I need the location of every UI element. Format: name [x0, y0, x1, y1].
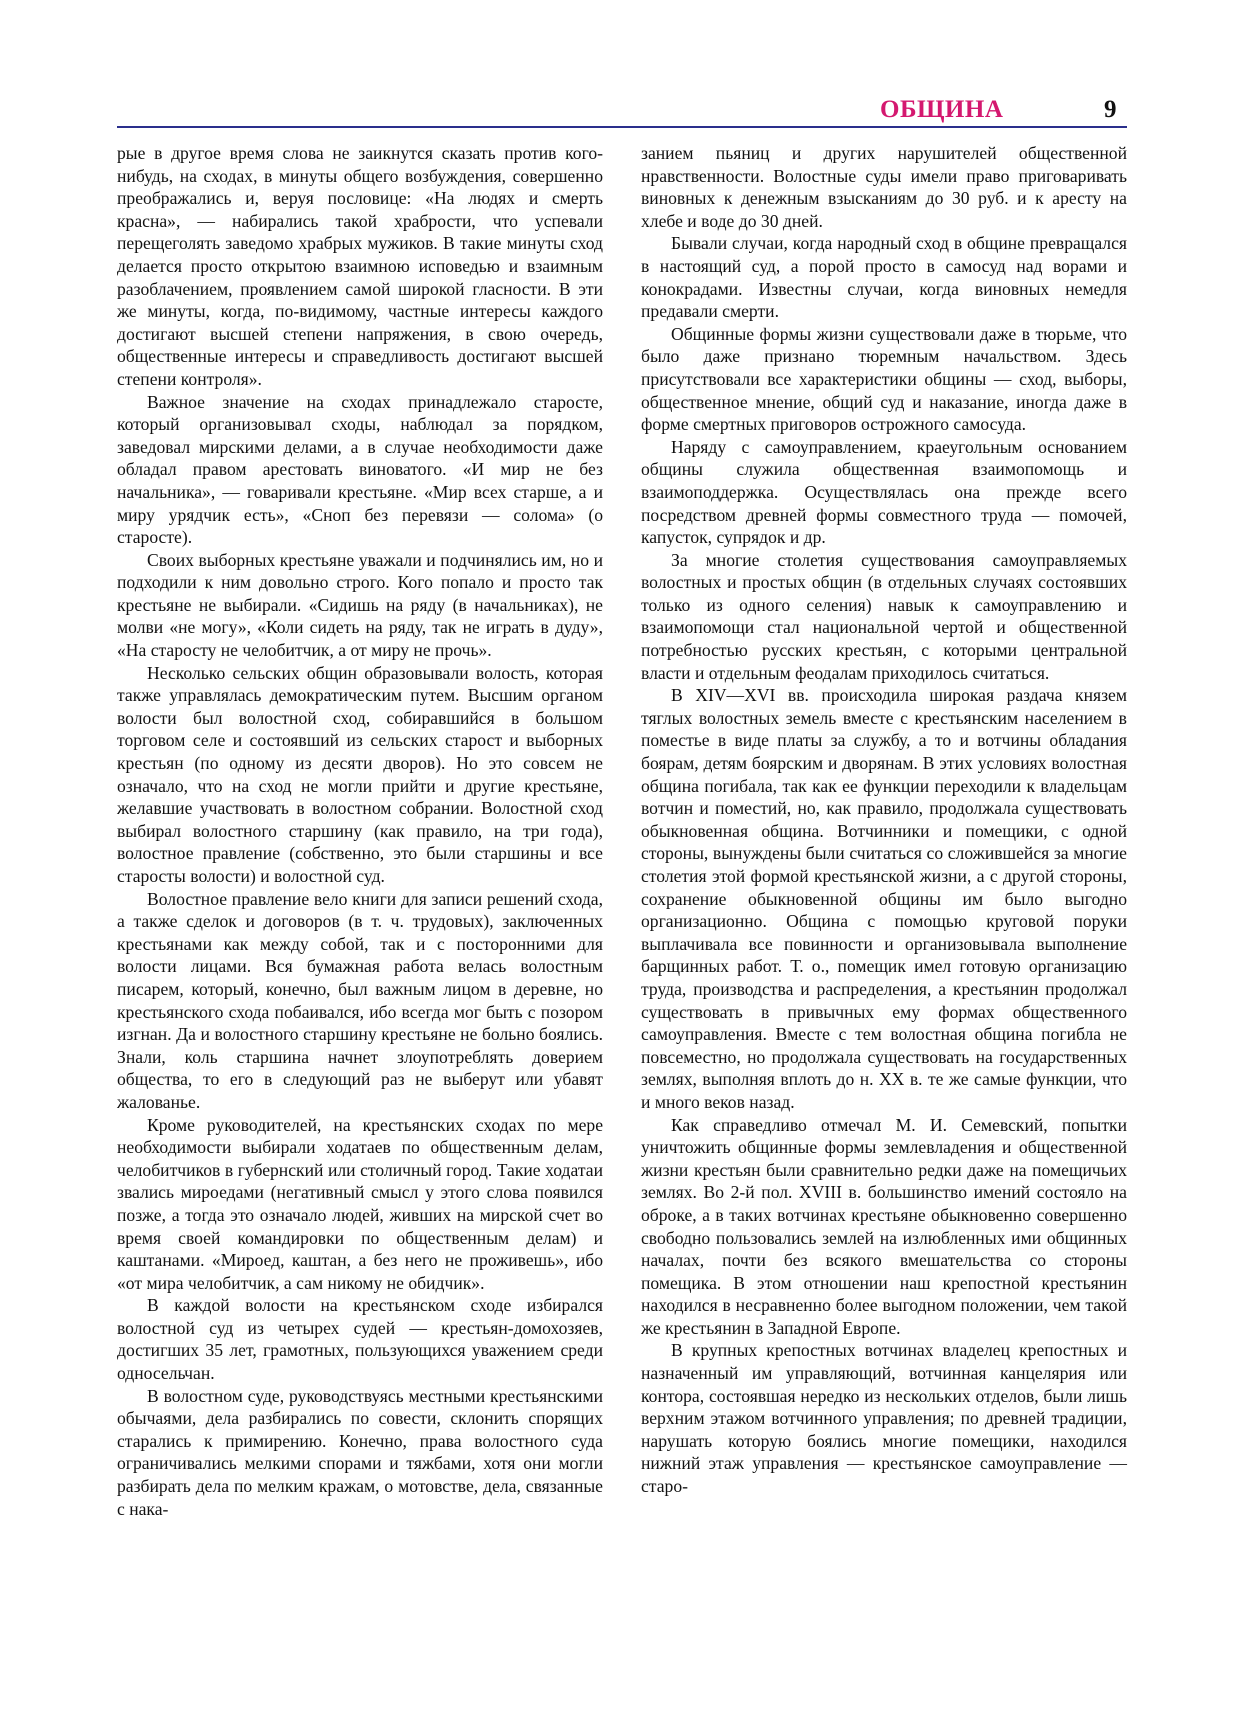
left-column	[117, 142, 603, 1520]
paragraph: занием пьяниц и других нарушителей общественной нравственности. Волостные суды имели право приговаривать виновных к денежным взысканиям до 30 руб. и к аресту на хлебе и воде до 30 дней.	[641, 143, 1127, 231]
paragraph: Волостное правление вело книги для записи решений схода, а также сделок и договоров (в т. ч. трудовых), заключенных крестьянами как между собой, так и с посторонними для волости лицами. Вся бумажная работа велась волостным писарем, который, конечно, был важным лицом в деревне, но крестьянского схода побаивался, ибо всегда мог быть с позором изгнан. Да и волостного старшину крестьяне не больно боялись. Знали, коль старшина начнет злоупотреблять доверием общества, то его в следующий раз не выберут или убавят жалованье.	[117, 888, 603, 1112]
header-rule	[117, 126, 1127, 128]
paragraph: Бывали случаи, когда народный сход в общине превращался в настоящий суд, а порой просто в самосуд над ворами и конокрадами. Известны случаи, когда виновных немедля предавали смерти.	[641, 233, 1127, 322]
paragraph: В XIV—XVI вв. происходила широкая раздача князем тяглых волостных земель вместе с крестьянским населением в поместье в виде платы за службу, а то и вотчины обладания боярам, детям боярским и дворянам. В этих условиях волостная община погибала, так как ее функции переходили к владельцам вотчин и поместий, но, как правило, продолжала существовать обыкновенная община. Вотчинники и помещики, с одной стороны, вынуждены были считаться со сложившейся за многие столетия этой формой крестьянской жизни, а с другой стороны, сохранение обыкновенной общины им было выгодно организационно. Община с помощью круговой поруки выплачивала все повинности и организовывала выполнение барщинных работ. Т. о., помещик имел готовую организацию труда, производства и распределения, а крестьянин продолжал существовать в привычных ему формах общественного самоуправления. Вместе с тем волостная община погибла не повсеместно, но продолжала существовать на государственных землях, выполняя вплоть до н. XX в. те же самые функции, что и много веков назад.	[641, 685, 1127, 1112]
paragraph: Наряду с самоуправлением, краеугольным основанием общины служила общественная взаимопомощь и взаимоподдержка. Осуществлялась она прежде всего посредством древней формы совместного труда — помочей, капусток, супрядок и др.	[641, 436, 1127, 548]
paragraph: Кроме руководителей, на крестьянских сходах по мере необходимости выбирали ходатаев по общественным делам, челобитчиков в губернский или столичный город. Такие ходатаи звались мироедами (негативный смысл у этого слова появился позже, а тогда это означало людей, живших на мирской счет во время своей командировки по общественным делам) и каштанами. «Мироед, каштан, а без него не проживешь», ибо «от мира челобитчик, а сам никому не обидчик».	[117, 1114, 603, 1293]
paragraph: рые в другое время слова не заикнутся сказать против кого-нибудь, на сходах, в минуты общего возбуждения, совершенно преображались и, веруя пословице: «На людях и смерть красна», — набирались такой храбрости, что успевали перещеголять заведомо храбрых мужиков. В такие минуты сход делается просто открытою взаимною исповедью и взаимным разоблачением, проявлением самой широкой гласности. В эти же минуты, когда, по-видимому, частные интересы каждого достигают высшей степени напряжения, в свою очередь, общественные интересы и справедливость достигают высшей степени контроля».	[117, 143, 603, 389]
paragraph: В крупных крепостных вотчинах владелец крепостных и назначенный им управляющий, вотчинная канцелярия или контора, состоявшая нередко из нескольких отделов, были лишь верхним этажом вотчинного управления; по древней традиции, нарушать которую боялись многие помещики, находился нижний этаж управления — крестьянское самоуправление — старо-	[641, 1340, 1127, 1497]
paragraph: Несколько сельских общин образовывали волость, которая также управлялась демократическим путем. Высшим органом волости был волостной сход, собиравшийся в большом торговом селе и состоявший из сельских старост и выборных крестьян (по одному из десяти дворов). Но это совсем не означало, что на сход не могли прийти и другие крестьяне, желавшие участвовать в волостном собрании. Волостной сход выбирал волостного старшину (как правило, на три года), волостное правление (собственно, это были старшины и все старосты волости) и волостной суд.	[117, 662, 603, 886]
paragraph: В волостном суде, руководствуясь местными крестьянскими обычаями, дела разбирались по совести, склонить спорящих старались к примирению. Конечно, права волостного суда ограничивались мелкими спорами и тяжбами, хотя они могли разбирать дела по мелким кражам, о мотовстве, дела, связанные с нака-	[117, 1385, 603, 1519]
section-title: ОБЩИНА	[880, 96, 1004, 123]
paragraph: Своих выборных крестьяне уважали и подчинялись им, но и подходили к ним довольно строго. Кого попало и просто так крестьяне не выбирали. «Сидишь на ряду (в начальниках), не молви «не могу», «Коли сидеть на ряду, так не играть в дуду», «На старосту не челобитчик, а от миру не прочь».	[117, 549, 603, 661]
page-number: 9	[1104, 96, 1117, 123]
paragraph: В каждой волости на крестьянском сходе избирался волостной суд из четырех судей — крестьян-домохозяев, достигших 35 лет, грамотных, пользующихся уважением среди односельчан.	[117, 1295, 603, 1384]
paragraph: Важное значение на сходах принадлежало старосте, который организовывал сходы, наблюдал за порядком, заведовал мирскими делами, а в случае необходимости даже обладал правом арестовать виноватого. «И мир не без начальника», — говаривали крестьяне. «Мир всех старше, а и миру урядчик есть», «Сноп без перевязи — солома» (о старосте).	[117, 391, 603, 548]
paragraph: Общинные формы жизни существовали даже в тюрьме, что было даже признано тюремным начальством. Здесь присутствовали все характеристики общины — сход, выборы, общественное мнение, общий суд и наказание, иногда даже в форме смертных приговоров острожного самосуда.	[641, 323, 1127, 435]
paragraph: За многие столетия существования самоуправляемых волостных и простых общин (в отдельных случаях состоявших только из одного селения) навык к самоуправлению и взаимопомощи стал национальной чертой и общественной потребностью русских крестьян, с которыми центральной власти и отдельным феодалам приходилось считаться.	[641, 549, 1127, 683]
right-column	[641, 142, 1127, 1498]
paragraph: Как справедливо отмечал М. И. Семевский, попытки уничтожить общинные формы землевладения и общественной жизни крестьян были сравнительно редки даже на помещичьих землях. Во 2-й пол. XVIII в. большинство имений состояло на оброке, а в таких вотчинах крестьяне обыкновенно совершенно свободно пользовались землей на излюбленных ими общинных началах, почти без всякого вмешательства со стороны помещика. В этом отношении наш крепостной крестьянин находился в несравненно более выгодном положении, чем такой же крестьянин в Западной Европе.	[641, 1114, 1127, 1338]
